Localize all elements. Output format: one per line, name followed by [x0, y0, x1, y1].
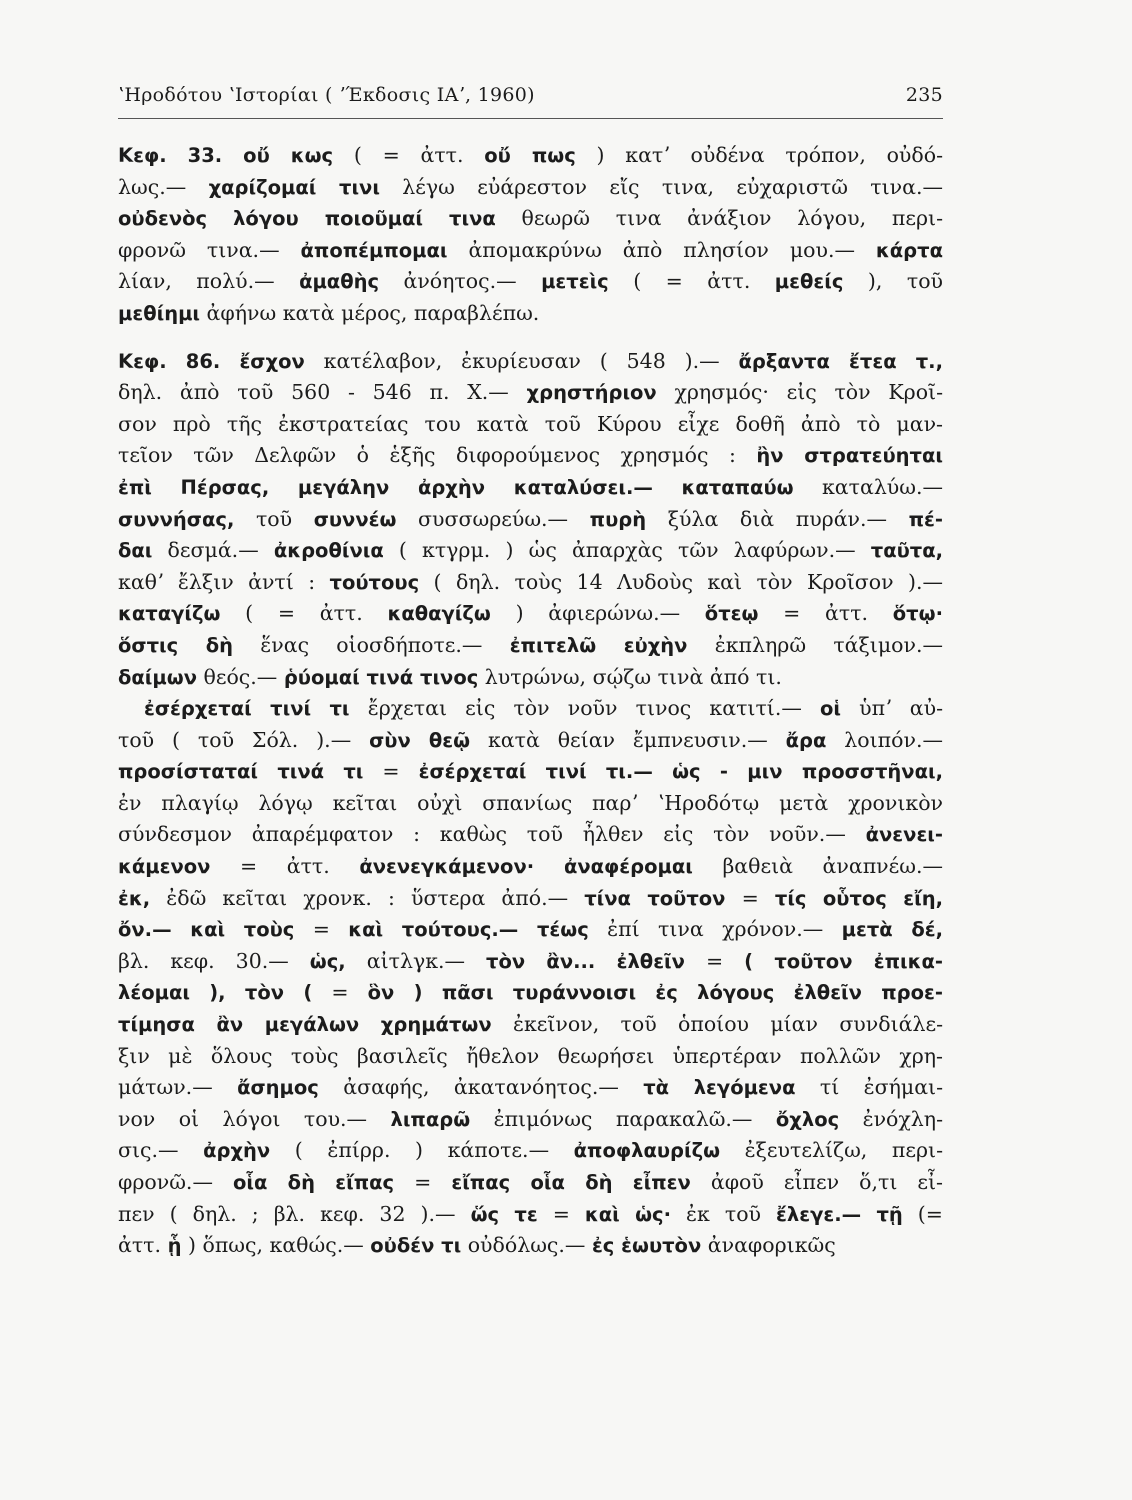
gloss: λέγω εὐάρεστον εἴς τινα, εὐχαριστῶ τινα.—	[379, 174, 943, 199]
lemma: ἐσέρχεταί τινί τι	[144, 697, 350, 721]
gloss: ἐπί τινα χρόνον.—	[588, 917, 842, 942]
paragraph-gap	[118, 330, 943, 346]
lemma: μετὰ δέ,	[841, 918, 943, 942]
lemma: τίμησα ἂν μεγάλων χρημάτων	[118, 1013, 492, 1037]
lemma: ὄχλος	[775, 1107, 840, 1131]
lemma: χρηστήριον	[526, 381, 657, 405]
lemma: Κεφ. 33. οὔ κως	[118, 144, 334, 167]
lemma: ἐπὶ Πέρσας, μεγάλην ἀρχὴν καταλύσει.— καταπαύω	[118, 475, 794, 499]
gloss: ( κτγρμ. ) ὡς ἀπαρχὰς τῶν λαφύρων.—	[383, 538, 871, 563]
lemma: τίς οὗτος εἴη,	[774, 886, 943, 910]
text-line	[118, 203, 943, 235]
gloss: καταλύω.—	[793, 474, 943, 499]
lemma: οὐδενὸς λόγου ποιοῦμαί τινα	[118, 207, 496, 231]
lemma: ἐς ἑωυτὸν	[591, 1234, 702, 1258]
lemma: ὅστις δὴ	[118, 633, 233, 657]
lemma: ὃν ) πᾶσι τυράννοισι ἐς λόγους ἐλθεῖν προε-	[367, 981, 943, 1005]
lemma: λέομαι ), τὸν (	[118, 981, 313, 1005]
text-line	[118, 725, 943, 757]
gloss: πεν ( δηλ. ; βλ. κεφ. 32 ).—	[118, 1201, 471, 1226]
lemma: δαίμων	[118, 665, 197, 689]
lemma: λιπαρῶ	[390, 1107, 471, 1131]
gloss: ( = ἀττ.	[608, 269, 775, 294]
lemma: ἀποπέμπομαι	[300, 238, 448, 262]
lemma: ἢν στρατεύηται	[756, 444, 943, 468]
text-line	[118, 693, 943, 725]
lemma: ἄσημος	[237, 1076, 319, 1100]
text-line	[118, 977, 943, 1009]
lemma: πέ-	[908, 507, 943, 531]
lemma: ἀνενει-	[865, 823, 943, 847]
gloss: τοῦ	[234, 506, 314, 531]
lemma: τίνα τοῦτον	[584, 886, 726, 910]
gloss: ἐκεῖνον, τοῦ ὁποίου μίαν συνδιάλε-	[491, 1012, 943, 1037]
lemma: ἄρα	[785, 728, 827, 752]
gloss: ) ὅπως, καθώς.—	[181, 1233, 371, 1258]
gloss: =	[684, 948, 745, 973]
gloss: =	[394, 1170, 452, 1194]
gloss: ( δηλ. τοὺς 14 Λυδοὺς καὶ τὸν Κροῖσον ).—	[419, 569, 943, 594]
lemma: ὅτεῳ	[704, 602, 759, 626]
gloss: ἐν πλαγίῳ λόγῳ κεῖται οὐχὶ σπανίως παρʼ ʽΗροδότῳ μετὰ χρονικὸν	[118, 790, 943, 815]
gloss: ξύλα διὰ πυράν.—	[646, 506, 909, 531]
gloss: ξιν μὲ ὅλους τοὺς βασιλεῖς ἤθελον θεωρήσει ὑπερτέραν πολλῶν χρη-	[118, 1043, 943, 1068]
gloss: κατέλαβον, ἐκυρίευσαν ( 548 ).—	[304, 348, 739, 373]
gloss: λυτρώνω, σῴζω τινὰ ἀπό τι.	[478, 664, 782, 689]
gloss: λίαν, πολύ.—	[118, 269, 300, 294]
text-line	[118, 662, 943, 694]
lemma: καθαγίζω	[387, 602, 491, 626]
lemma: χαρίζομαί τινι	[208, 175, 380, 199]
gloss: συσσωρεύω.—	[396, 506, 590, 531]
gloss: νον οἱ λόγοι του.—	[118, 1106, 391, 1131]
text-line	[118, 298, 943, 330]
gloss: τί ἐσήμαι-	[795, 1075, 943, 1100]
gloss: ( = ἀττ.	[333, 143, 485, 167]
lemma: Κεφ. 86. ἔσχον	[118, 349, 305, 373]
gloss: ) ἀφιερώνω.—	[490, 601, 705, 626]
text-line	[118, 598, 943, 630]
text-line	[118, 914, 943, 946]
gloss: ἀνόητος.—	[379, 269, 542, 294]
gloss: κατὰ θείαν ἔμπνευσιν.—	[470, 727, 786, 752]
gloss: ), τοῦ	[843, 269, 943, 294]
gloss: σον πρὸ τῆς ἐκστρατείας του κατὰ τοῦ Κύρου εἶχε δοθῆ ἀπὸ τὸ μαν-	[118, 411, 943, 436]
gloss: θεωρῶ τινα ἀνάξιον λόγου, περι-	[495, 206, 943, 231]
lemma: τὰ λεγόμενα	[643, 1076, 796, 1100]
gloss: φρονῶ.—	[118, 1170, 233, 1194]
lemma: δαι	[118, 539, 153, 563]
text-line	[118, 235, 943, 267]
lemma: συννέω	[313, 507, 397, 531]
text-line	[118, 630, 943, 662]
gloss: βλ. κεφ. 30.—	[118, 948, 310, 973]
text-line	[118, 883, 943, 915]
lemma: πυρὴ	[589, 507, 647, 531]
gloss: ἀφήνω κατὰ μέρος, παραβλέπω.	[200, 300, 540, 325]
gloss: ( = ἀττ.	[220, 601, 388, 626]
running-header	[118, 84, 943, 106]
text-line	[118, 346, 943, 378]
text-line	[118, 440, 943, 472]
lemma: μετεὶς	[541, 270, 609, 294]
gloss: = ἀττ.	[758, 601, 893, 626]
text-line	[118, 1104, 943, 1136]
text-line	[118, 377, 943, 409]
lemma: ὡς,	[309, 949, 346, 973]
lemma: μεθίημι	[118, 301, 201, 325]
lemma: εἴπας οἷα δὴ εἶπεν	[451, 1171, 691, 1194]
gloss: μάτων.—	[118, 1075, 238, 1100]
gloss: χρησμός· εἰς τὸν Κροῖ-	[656, 380, 943, 405]
gloss: ὑπʼ αὐ-	[841, 696, 943, 721]
gloss: δηλ. ἀπὸ τοῦ 560 - 546 π. Χ.—	[118, 380, 527, 405]
gloss: ἀναφορικῶς	[701, 1233, 836, 1258]
gloss: ἔρχεται εἰς τὸν νοῦν τινος κατιτί.—	[349, 696, 821, 721]
text-line	[118, 1135, 943, 1167]
commentary-text	[118, 140, 943, 1262]
lemma: οὔ πως	[484, 144, 576, 167]
lemma: οὐδέν τι	[370, 1234, 462, 1258]
gloss: βαθειὰ ἀναπνέω.—	[692, 854, 943, 879]
text-line	[118, 266, 943, 298]
lemma: μεθείς	[774, 270, 844, 294]
gloss: =	[725, 885, 775, 910]
lemma: ἐπιτελῶ εὐχὴν	[509, 633, 688, 657]
gloss: λως.—	[118, 174, 209, 199]
gloss: σύνδεσμον ἀπαρέμφατον : καθὼς τοῦ ἦλθεν εἰς τὸν νοῦν.—	[118, 822, 866, 847]
gloss: λοιπόν.—	[826, 727, 943, 752]
lemma: καὶ τούτους.— τέως	[348, 918, 589, 942]
lemma: ὄν.— καὶ τοὺς	[118, 918, 295, 942]
text-line	[118, 1199, 943, 1231]
gloss: =	[294, 917, 349, 942]
lemma: ῥύομαί τινά τινος	[283, 665, 479, 689]
gloss: οὐδόλως.—	[461, 1233, 592, 1258]
gloss: ( ἐπίρρ. ) κάποτε.—	[270, 1138, 574, 1163]
text-line	[118, 1167, 943, 1199]
lemma: κάρτα	[875, 238, 943, 262]
text-line	[118, 1009, 943, 1041]
gloss: ἀφοῦ εἶπεν ὅ,τι εἶ-	[690, 1170, 943, 1194]
gloss: ἐνόχλη-	[839, 1106, 943, 1131]
gloss: καθʼ ἔλξιν ἀντί :	[118, 569, 330, 594]
gloss: θεός.—	[196, 664, 284, 689]
text-line	[118, 851, 943, 883]
text-line	[118, 756, 943, 788]
lemma: ταῦτα,	[870, 539, 943, 563]
gloss: ἀττ.	[118, 1233, 168, 1258]
lemma: ἐσέρχεταί τινί τι.— ὡς - μιν προσστῆναι,	[418, 760, 943, 784]
gloss: =	[363, 759, 419, 784]
lemma: οἱ	[820, 697, 842, 721]
text-line	[118, 1041, 943, 1073]
gloss: δεσμά.—	[152, 538, 274, 563]
text-line	[118, 140, 943, 172]
lemma: ἀνενεγκάμενον· ἀναφέρομαι	[359, 855, 693, 879]
lemma: συννήσας,	[118, 507, 235, 531]
text-line	[118, 504, 943, 536]
lemma: ἄρξαντα ἔτεα τ.,	[738, 349, 943, 373]
lemma: ἀρχὴν	[203, 1139, 271, 1163]
gloss: ἀπομακρύνω ἀπὸ πλησίον μου.—	[447, 237, 876, 262]
gloss: φρονῶ τινα.—	[118, 237, 301, 262]
text-line	[118, 472, 943, 504]
lemma: ἔλεγε.— τῇ	[776, 1202, 903, 1226]
gloss: σις.—	[118, 1138, 204, 1163]
gloss: ἕνας οἱοσδήποτε.—	[233, 632, 510, 657]
text-line	[118, 819, 943, 851]
page-number: 235	[905, 84, 943, 106]
lemma: ὅτῳ·	[892, 602, 943, 626]
text-line	[118, 172, 943, 204]
gloss: ἀσαφής, ἀκατανόητος.—	[318, 1075, 644, 1100]
gloss: (=	[902, 1201, 943, 1226]
text-line	[118, 788, 943, 820]
gloss: =	[312, 980, 368, 1005]
lemma: ἀκροθίνια	[273, 539, 384, 563]
gloss: ἐκ τοῦ	[671, 1201, 777, 1226]
lemma: ἀποφλαυρίζω	[573, 1139, 721, 1163]
text-line	[118, 567, 943, 599]
gloss: αἰτλγκ.—	[345, 948, 487, 973]
gloss: ἐδῶ κεῖται χρονκ. : ὕστερα ἀπό.—	[150, 885, 585, 910]
lemma: τὸν ἂν... ἐλθεῖν	[486, 949, 685, 973]
gloss: τεῖον τῶν Δελφῶν ὁ ἑξῆς διφορούμενος χρησμός :	[118, 443, 757, 468]
lemma: ἐκ,	[118, 886, 151, 910]
gloss: ἐκπληρῶ τάξιμον.—	[687, 632, 943, 657]
lemma: σὺν θεῷ	[369, 728, 471, 752]
text-line	[118, 1230, 943, 1262]
text-line	[118, 535, 943, 567]
gloss: ἐξευτελίζω, περι-	[720, 1138, 943, 1163]
gloss: ) κατʼ οὐδένα τρόπον, οὐδό-	[575, 143, 943, 167]
running-title: ʽΗροδότου ʽΙστορίαι ( ʼΈκδοσις ΙΑʼ, 1960)	[118, 84, 535, 106]
gloss: ἐπιμόνως παρακαλῶ.—	[470, 1106, 776, 1131]
lemma: ᾗ	[167, 1234, 182, 1258]
lemma: οἷα δὴ εἴπας	[232, 1171, 395, 1194]
lemma: τούτους	[329, 570, 420, 594]
gloss: τοῦ ( τοῦ Σόλ. ).—	[118, 727, 370, 752]
text-line	[118, 1072, 943, 1104]
gloss: =	[537, 1201, 585, 1226]
lemma: ὥς τε	[470, 1202, 538, 1226]
text-line	[118, 946, 943, 978]
lemma: κάμενον	[118, 855, 211, 879]
lemma: προσίσταταί τινά τι	[118, 760, 364, 784]
lemma: ( τοῦτον ἐπικα-	[744, 949, 943, 973]
lemma: καταγίζω	[118, 602, 221, 626]
lemma: ἀμαθὴς	[299, 270, 380, 294]
gloss: = ἀττ.	[210, 854, 360, 879]
header-rule	[118, 118, 943, 119]
lemma: καὶ ὡς·	[584, 1202, 671, 1226]
text-line	[118, 409, 943, 441]
